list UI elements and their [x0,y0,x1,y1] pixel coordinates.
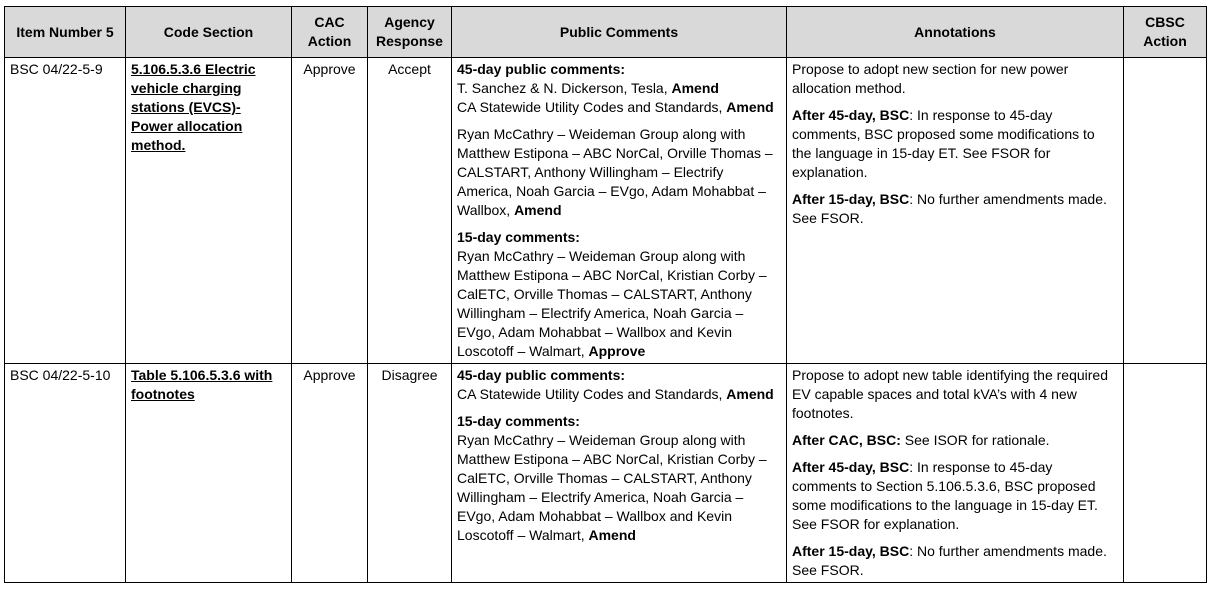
table-row [5,58,1207,364]
comment-block [457,60,781,117]
annotation-text: : In response to 45-day comments to Section 5.106.5.3.6, BSC proposed some modifications to the language in 15-day ET. See FSOR for explanation. [792,459,1098,532]
header-cbsc-action: CBSC Action [1124,7,1207,58]
comment-text: CA Statewide Utility Codes and Standards, [457,386,727,402]
header-agency-response: Agency Response [368,7,452,58]
code-section-cell [126,364,292,583]
cbsc-action-cell [1124,364,1207,583]
comment-heading: 15-day comments: [457,413,580,429]
code-change-table [4,6,1207,583]
header-cac-action: CAC Action [292,7,368,58]
annotation-label: After 45-day, BSC [792,107,910,123]
comment-action: Amend [671,80,719,96]
annotation-label: After 15-day, BSC [792,543,910,559]
item-number-cell: BSC 04/22-5-10 [5,364,126,583]
comment-text: Ryan McCathry – Weideman Group along with Matthew Estipona – ABC NorCal, Kristian Corby – CalETC, Orville Thomas – CALSTART, Anthony Willingham – Electrify America, Noah Garcia – EVgo, Adam Mohabbat – Wallbox and Kevin Loscotoff – Walmart, [457,432,767,543]
comment-action: Amend [726,99,774,115]
comment-action: Amend [726,386,774,402]
header-item-number: Item Number 5 [5,7,126,58]
annotation-block [792,542,1118,580]
comment-text: CA Statewide Utility Codes and Standards, [457,99,727,115]
annotation-text: Propose to adopt new section for new power allocation method. [792,61,1069,96]
annotations-cell [787,58,1124,364]
header-public-comments: Public Comments [452,7,787,58]
annotation-text: : In response to 45-day comments, BSC proposed some modifications to the language in 15-day ET. See FSOR for explanation. [792,107,1095,180]
annotation-block [792,106,1118,182]
table-row [5,364,1207,583]
agency-response-cell: Disagree [368,364,452,583]
annotation-block [792,458,1118,534]
comment-heading: 15-day comments: [457,229,580,245]
comment-block [457,125,781,220]
comment-action: Amend [514,202,562,218]
public-comments-cell [452,364,787,583]
cac-action-cell: Approve [292,364,368,583]
comment-block [457,412,781,545]
annotations-cell [787,364,1124,583]
header-annotations: Annotations [787,7,1124,58]
code-section-cell [126,58,292,364]
annotation-text: : No further amendments made. See FSOR. [792,191,1107,226]
annotation-text: : No further amendments made. See FSOR. [792,543,1107,578]
comment-block [457,228,781,361]
comment-text: Ryan McCathry – Weideman Group along with Matthew Estipona – ABC NorCal, Kristian Corby – CalETC, Orville Thomas – CALSTART, Anthony Willingham – Electrify America, Noah Garcia – EVgo, Adam Mohabbat – Wallbox and Kevin Loscotoff – Walmart, [457,248,767,359]
comment-action: Amend [588,527,636,543]
public-comments-cell [452,58,787,364]
code-section-link[interactable]: 5.106.5.3.6 Electric vehicle charging stations (EVCS)- Power allocation method. [131,61,256,153]
comment-text: T. Sanchez & N. Dickerson, Tesla, [457,80,672,96]
comment-block [457,366,781,404]
annotation-label: After 15-day, BSC [792,191,910,207]
code-section-link[interactable]: Table 5.106.5.3.6 with footnotes [131,367,273,402]
annotation-block [792,190,1118,228]
header-row [5,7,1207,58]
comment-action: Approve [588,343,646,359]
annotation-text: Propose to adopt new table identifying the required EV capable spaces and total kVA’s with 4 new footnotes. [792,367,1108,421]
cac-action-cell: Approve [292,58,368,364]
item-number-cell: BSC 04/22-5-9 [5,58,126,364]
header-code-section: Code Section [126,7,292,58]
comment-heading: 45-day public comments: [457,61,626,77]
annotation-block [792,431,1118,450]
agency-response-cell: Accept [368,58,452,364]
comment-heading: 45-day public comments: [457,367,626,383]
annotation-label: After 45-day, BSC [792,459,910,475]
annotation-label: After CAC, BSC: [792,432,901,448]
cbsc-action-cell [1124,58,1207,364]
annotation-text: See ISOR for rationale. [900,432,1050,448]
comment-text: Ryan McCathry – Weideman Group along with Matthew Estipona – ABC NorCal, Orville Thomas – CALSTART, Anthony Willingham – Electrify America, Noah Garcia – EVgo, Adam Mohabbat – Wallbox, [457,126,773,218]
